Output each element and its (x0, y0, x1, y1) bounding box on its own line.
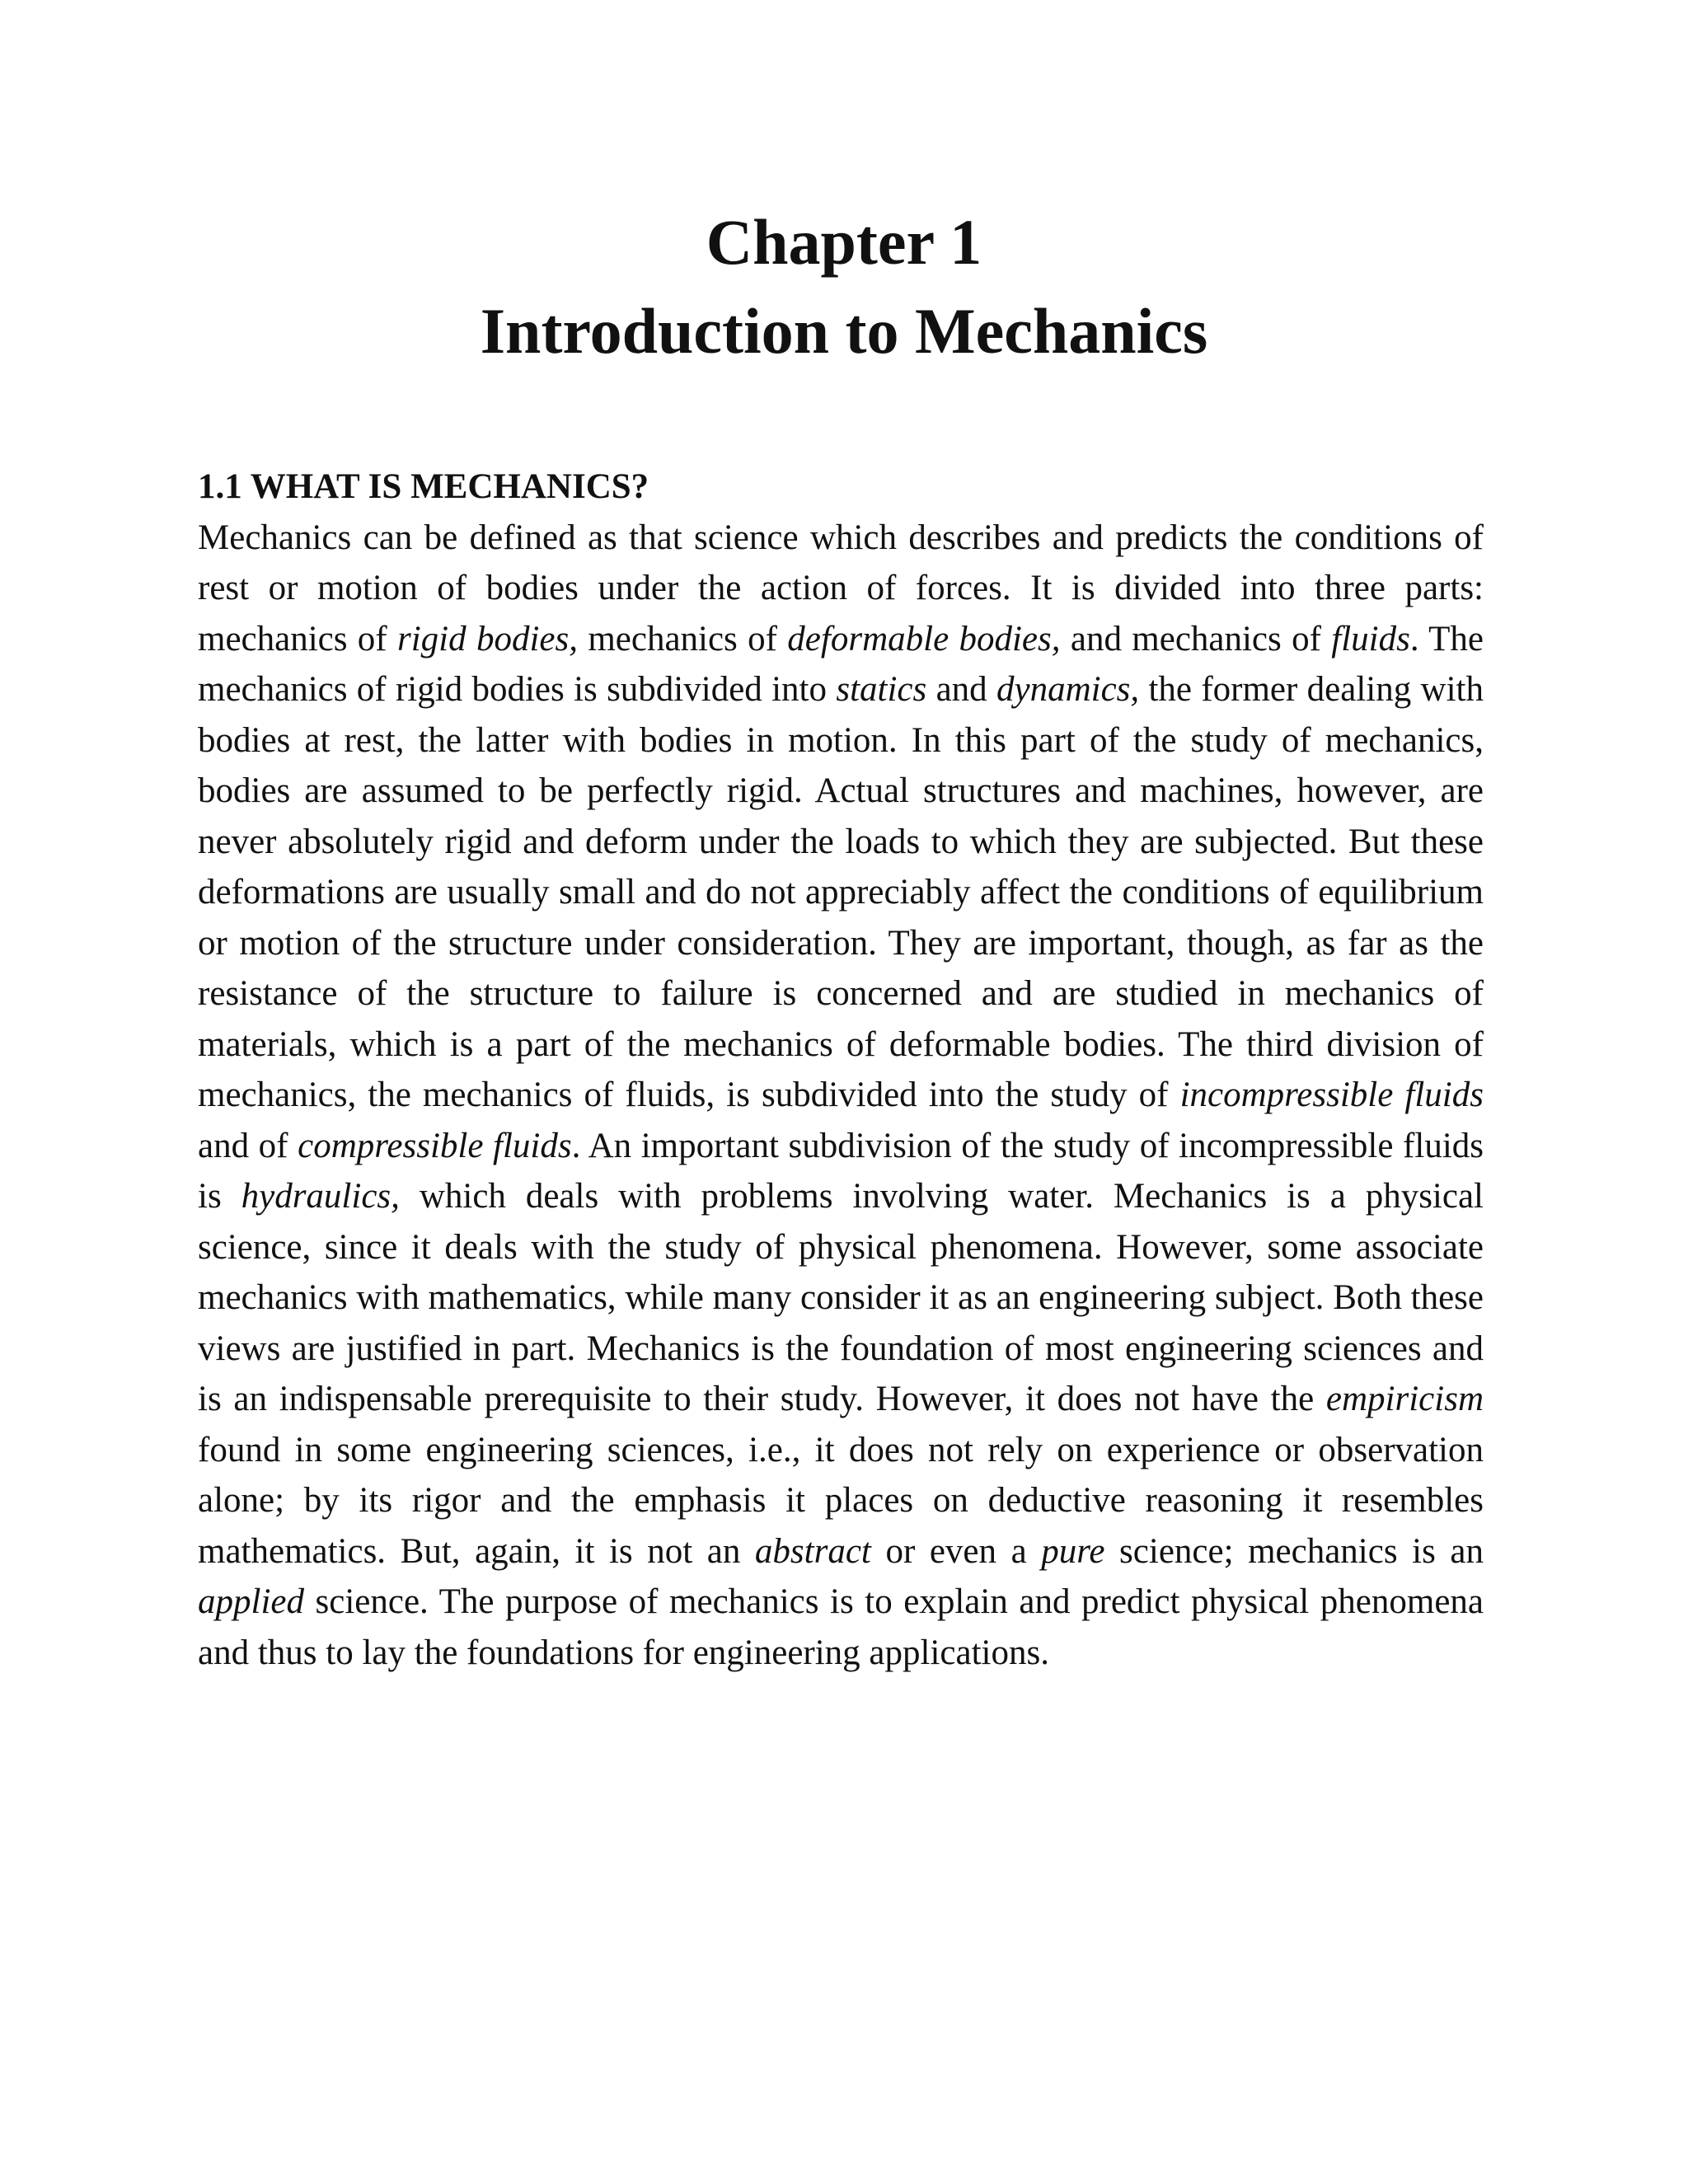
emphasized-term: incompressible fluids (1179, 1076, 1484, 1114)
emphasized-term: abstract (754, 1531, 871, 1571)
emphasized-term: applied (198, 1582, 304, 1621)
chapter-title (0, 198, 1688, 376)
paragraph-text: science; mechanics is an (1104, 1531, 1484, 1571)
section-heading: 1.1 WHAT IS MECHANICS? (198, 467, 649, 506)
section-content (198, 462, 1484, 1678)
emphasized-term: pure (1041, 1531, 1105, 1571)
paragraph-text: . The mechanics of rigid bodies is subdivided into (198, 619, 1484, 709)
paragraph-text: Mechanics can be defined as that science which describes and predicts the conditions of rest or motion of bodies under the action of forces. It is divided into three parts: mechanics of (198, 518, 1484, 658)
paragraph-text: the former dealing with bodies at rest, the latter with bodies in motion. In this part of the study of mechanics, bodies are assumed to be perfectly rigid. Actual structures and machines, however, are never absolutely rigid and deform under the loads to which they are subjected. But these deformations are usually small and do not appreciably affect the conditions of equilibrium or motion of the structure under consideration. They are important, though, as far as the resistance of the structure to failure is concerned and are studied in mechanics of materials, which is a part of the mechanics of deformable bodies. The third division of mechanics, the mechanics of fluids, is subdivided into the study of (198, 670, 1484, 1114)
paragraph-text: science. The purpose of mechanics is to explain and predict physical phenomena and thus to lay the foundations for engineering applications. (198, 1582, 1484, 1672)
emphasized-term: dynamics, (996, 670, 1140, 709)
paragraph-text: and of (198, 1126, 298, 1165)
paragraph-text: mechanics of (577, 619, 788, 658)
emphasized-term: rigid bodies, (396, 619, 578, 658)
paragraph-text: found in some engineering sciences, i.e., it does not rely on experience or observation alone; by its rigor and the emphasis it places on deductive reasoning it resembles mathematics. But, again, it is not an (198, 1430, 1484, 1571)
paragraph-text: and (926, 670, 996, 709)
emphasized-term: compressible fluids (298, 1126, 572, 1165)
paragraph-text: . An important subdivision of the study of incompressible fluids is (198, 1126, 1484, 1216)
emphasized-term: empiricism (1325, 1380, 1484, 1418)
emphasized-term: fluids (1331, 619, 1410, 658)
paragraph-text: or even a (870, 1531, 1042, 1571)
emphasized-term: deformable bodies, (787, 619, 1061, 658)
body-paragraph (198, 513, 1484, 1679)
chapter-number: Chapter 1 (706, 206, 982, 278)
emphasized-term: statics (836, 670, 927, 709)
paragraph-text: which deals with problems involving water. Mechanics is a physical science, since it deals with the study of physical phenomena. However, some associate mechanics with mathematics, while many consider it as an engineering subject. Both these views are justified in part. Mechanics is the foundation of most engineering sciences and is an indispensable prerequisite to their study. However, it does not have the (198, 1177, 1484, 1418)
chapter-name: Introduction to Mechanics (480, 295, 1208, 367)
paragraph-text: and mechanics of (1060, 619, 1332, 658)
emphasized-term: hydraulics, (241, 1177, 400, 1216)
